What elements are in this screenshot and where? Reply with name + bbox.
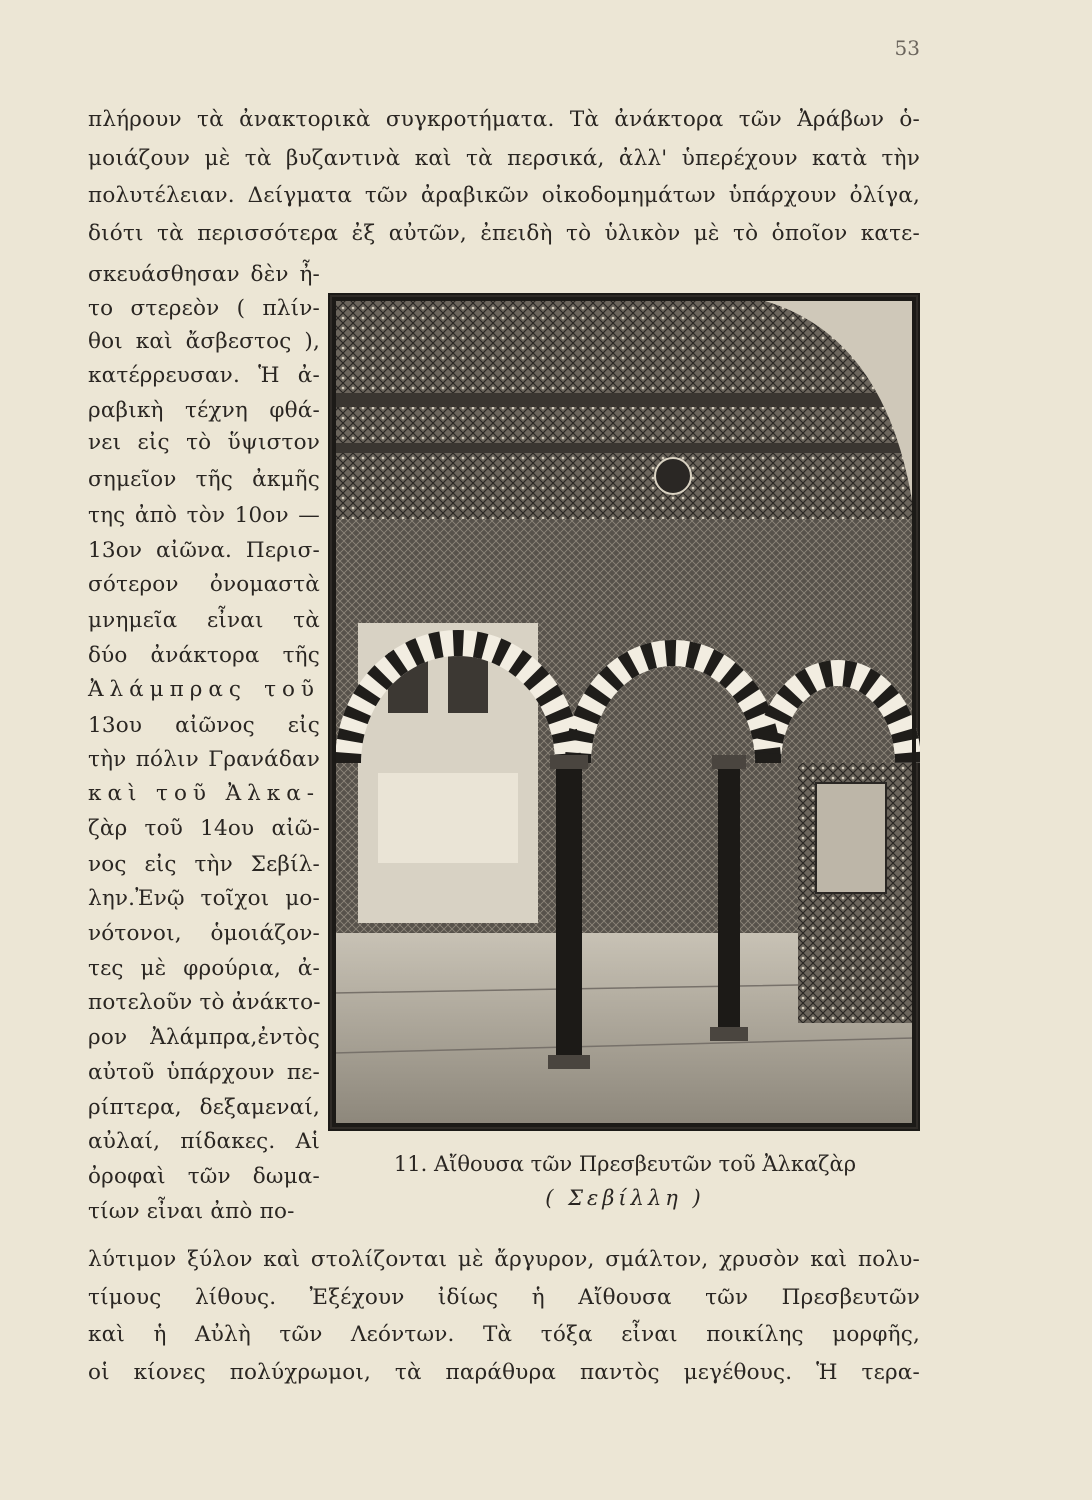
column-line: νει εἰς τὸ ὕψιστον xyxy=(88,430,320,455)
column-line: νότονοι, ὁμοιάζον- xyxy=(88,921,320,946)
column-line: σότερον ὀνομαστὰ xyxy=(88,572,320,597)
column-line: ποτελοῦν τὸ ἀνάκτο- xyxy=(88,990,321,1015)
text-line: μοιάζουν μὲ τὰ βυζαντινὰ καὶ τὰ περσικά, ἀλλ' ὑπερέχουν κατὰ τὴν xyxy=(88,146,920,171)
column-line: τίων εἶναι ἀπὸ πο- xyxy=(88,1199,295,1224)
column-line: τὴν πόλιν Γρανάδαν xyxy=(88,747,320,772)
column-line: 13ου αἰῶνος εἰς xyxy=(88,713,320,738)
arches-illustration xyxy=(328,293,920,1131)
figure-photo xyxy=(328,293,920,1131)
text-line: πολυτέλειαν. Δείγματα τῶν ἀραβικῶν οἰκοδομημάτων ὑπάρχουν ὀλίγα, xyxy=(88,183,920,208)
column-line: τες μὲ φρούρια, ἀ- xyxy=(88,956,320,981)
column-line: μνημεῖα εἶναι τὰ xyxy=(88,608,320,633)
column-line: θοι καὶ ἄσβεστος ), xyxy=(88,329,320,354)
column-line: ρον Ἀλάμπρα,ἐντὸς xyxy=(88,1025,320,1050)
text-line: διότι τὰ περισσότερα ἐξ αὐτῶν, ἐπειδὴ τὸ ὑλικὸν μὲ τὸ ὁποῖον κατε- xyxy=(88,221,920,246)
column-line: νος εἰς τὴν Σεβίλ- xyxy=(88,852,320,877)
column-line: καὶ τοῦ Ἀλκα- xyxy=(88,781,320,806)
column-line: αὐλαί, πίδακες. Αἱ xyxy=(88,1129,320,1154)
column-line: Ἀλάμπρας τοῦ xyxy=(88,677,320,702)
column-line: ζὰρ τοῦ 14ου αἰῶ- xyxy=(88,816,320,841)
column-line: ρίπτερα, δεξαμεναί, xyxy=(88,1095,320,1120)
column-line: ὀροφαὶ τῶν δωμα- xyxy=(88,1164,320,1189)
figure-caption: 11. Αἴθουσα τῶν Πρεσβευτῶν τοῦ Ἀλκαζὰρ xyxy=(393,1152,857,1176)
column-line: σημεῖον τῆς ἀκμῆς xyxy=(88,467,320,492)
column-line: 13ον αἰῶνα. Περισ- xyxy=(88,538,320,563)
column-line: ραβικὴ τέχνη φθά- xyxy=(88,398,320,423)
figure-subcaption: ( Σεβίλλη ) xyxy=(545,1186,705,1210)
text-line: καὶ ἡ Αὐλὴ τῶν Λεόντων. Τὰ τόξα εἶναι ποικίλης μορφῆς, xyxy=(88,1322,920,1347)
column-line: κατέρρευσαν. Ἡ ἀ- xyxy=(88,363,320,388)
text-line: λύτιμον ξύλον καὶ στολίζονται μὲ ἄργυρον, σμάλτον, χρυσὸν καὶ πολυ- xyxy=(88,1247,920,1272)
column-line: λην.Ἐνῷ τοῖχοι μο- xyxy=(88,886,320,911)
text-line: πλήρουν τὰ ἀνακτορικὰ συγκροτήματα. Τὰ ἀνάκτορα τῶν Ἀράβων ὁ- xyxy=(88,107,920,132)
column-line: σκευάσθησαν δὲν ἦ- xyxy=(88,262,320,287)
text-line: οἱ κίονες πολύχρωμοι, τὰ παράθυρα παντὸς μεγέθους. Ἡ τερα- xyxy=(88,1360,920,1385)
column-line: το στερεὸν ( πλίν- xyxy=(88,296,320,321)
column-line: της ἀπὸ τὸν 10ον — xyxy=(88,503,320,528)
text-line: τίμους λίθους. Ἐξέχουν ἰδίως ἡ Αἴθουσα τῶν Πρεσβευτῶν xyxy=(88,1285,920,1310)
column-line: αὐτοῦ ὑπάρχουν πε- xyxy=(88,1060,320,1085)
column-line: δύο ἀνάκτορα τῆς xyxy=(88,643,320,668)
page-number: 53 xyxy=(894,36,920,60)
